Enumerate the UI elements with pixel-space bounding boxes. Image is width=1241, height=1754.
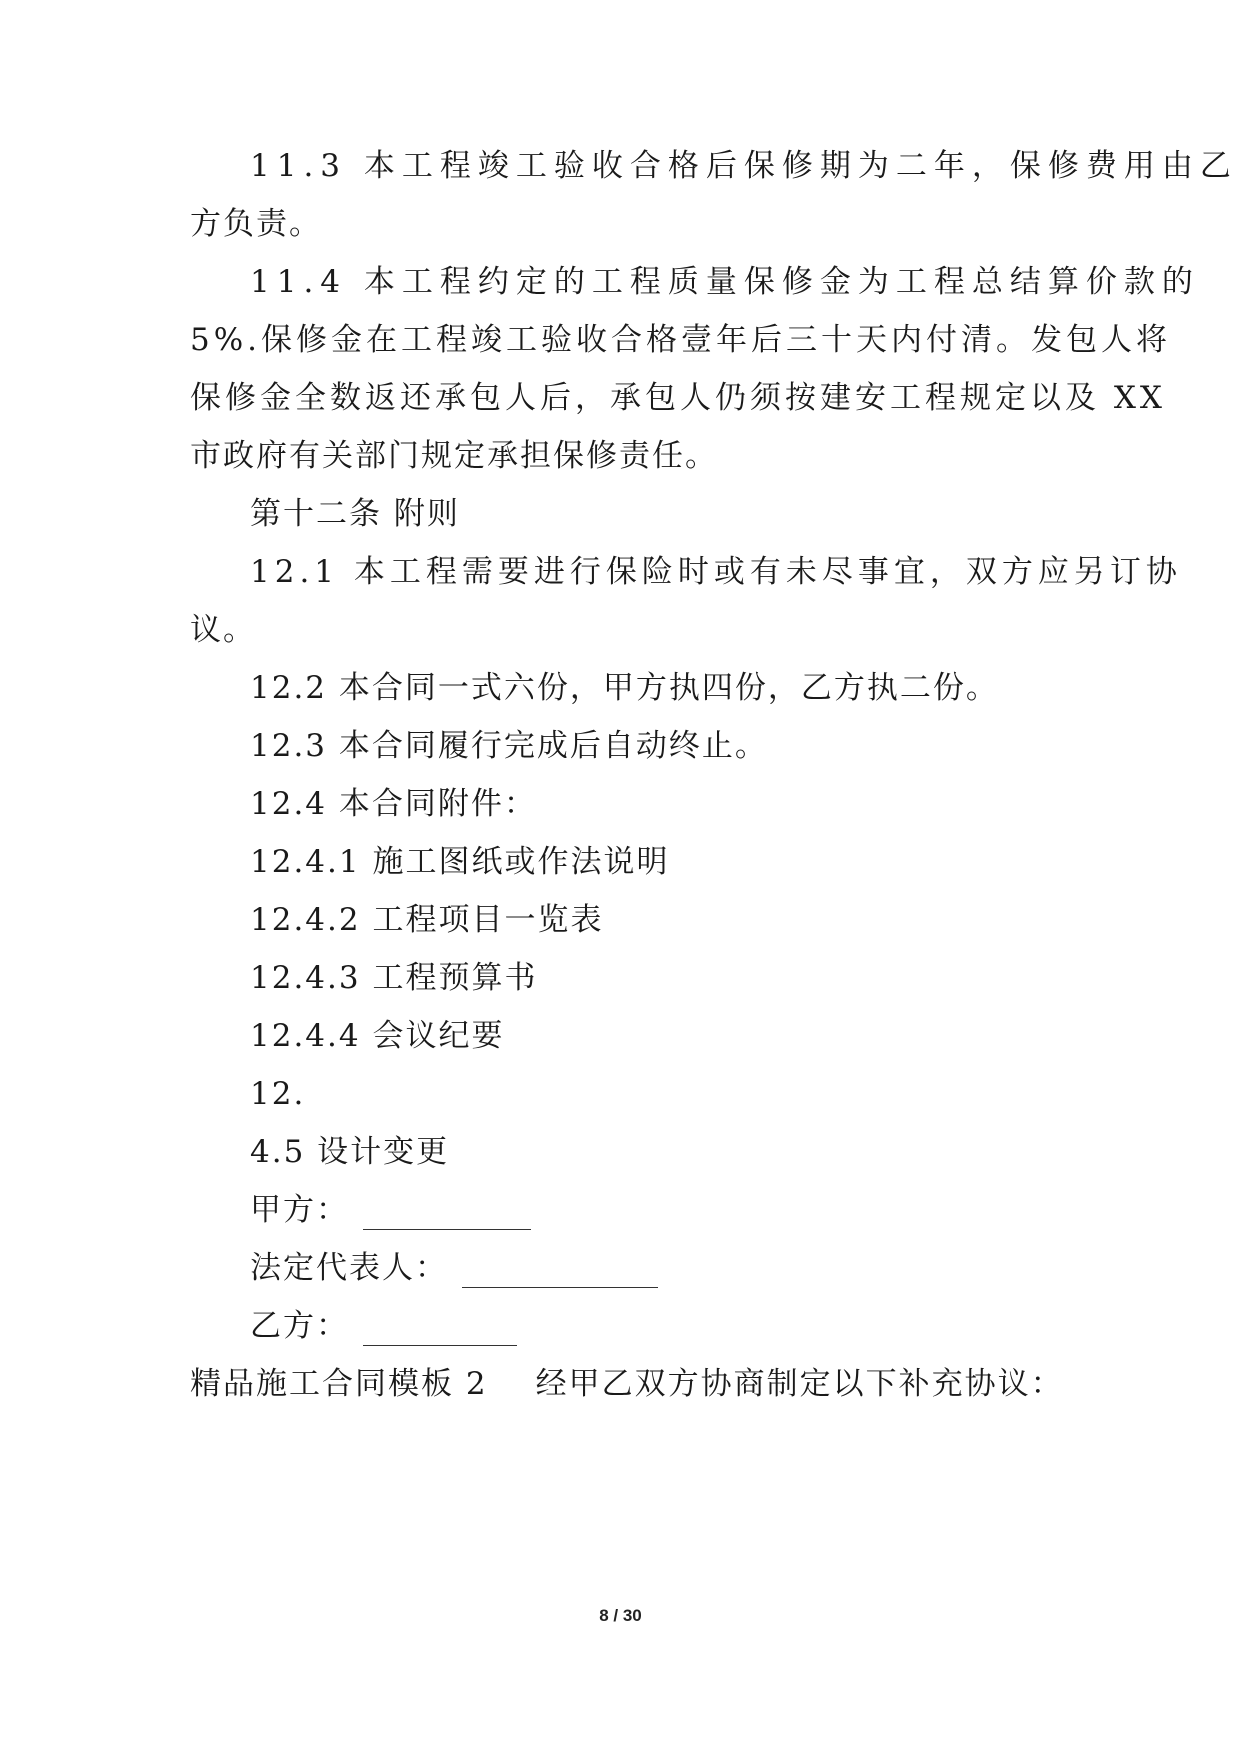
next-section-line <box>190 1364 1064 1404</box>
paragraph-11-4-line1: 11.4 本工程约定的工程质量保修金为工程总结算价款的 <box>250 264 1200 300</box>
paragraph-12-4-1: 12.4.1 施工图纸或作法说明 <box>250 844 670 880</box>
paragraph-12-4-3: 12.4.3 工程预算书 <box>250 960 538 996</box>
paragraph-11-4-line3: 保修金全数返还承包人后，承包人仍须按建安工程规定以及 XX <box>190 380 1166 416</box>
party-a-label: 甲方： <box>250 1192 349 1228</box>
paragraph-12-4: 12.4 本合同附件： <box>250 786 537 822</box>
paragraph-12-3: 12.3 本合同履行完成后自动终止。 <box>250 728 768 764</box>
paragraph-12-1-line2: 议。 <box>190 612 256 648</box>
paragraph-11-4-line2: 5%.保修金在工程竣工验收合格壹年后三十天内付清。发包人将 <box>190 322 1172 358</box>
next-section-intro: 经甲乙双方协商制定以下补充协议： <box>535 1366 1064 1402</box>
legal-rep-signature <box>250 1248 658 1288</box>
paragraph-12-4-4: 12.4.4 会议纪要 <box>250 1018 505 1054</box>
party-b-blank-line <box>363 1315 517 1346</box>
paragraph-11-3-line1: 11.3 本工程竣工验收合格后保修期为二年，保修费用由乙 <box>250 148 1238 184</box>
page-number: 8 / 30 <box>599 1606 642 1625</box>
paragraph-12-2: 12.2 本合同一式六份，甲方执四份，乙方执二份。 <box>250 670 999 706</box>
paragraph-4-5: 4.5 设计变更 <box>250 1134 450 1170</box>
party-a-blank-line <box>363 1199 531 1230</box>
party-a-signature <box>250 1190 531 1230</box>
party-b-signature <box>250 1306 517 1346</box>
paragraph-12-dot: 12. <box>250 1076 306 1112</box>
paragraph-12-1-line1: 12.1 本工程需要进行保险时或有未尽事宜，双方应另订协 <box>250 554 1182 590</box>
legal-rep-label: 法定代表人： <box>250 1250 448 1286</box>
paragraph-11-4-line4: 市政府有关部门规定承担保修责任。 <box>190 438 718 474</box>
legal-rep-blank-line <box>462 1257 658 1288</box>
paragraph-12-4-2: 12.4.2 工程项目一览表 <box>250 902 604 938</box>
party-b-label: 乙方： <box>250 1308 349 1344</box>
next-section-title: 精品施工合同模板 2 <box>190 1366 488 1402</box>
article-12-heading: 第十二条 附则 <box>250 496 460 532</box>
paragraph-11-3-line2: 方负责。 <box>190 206 322 242</box>
